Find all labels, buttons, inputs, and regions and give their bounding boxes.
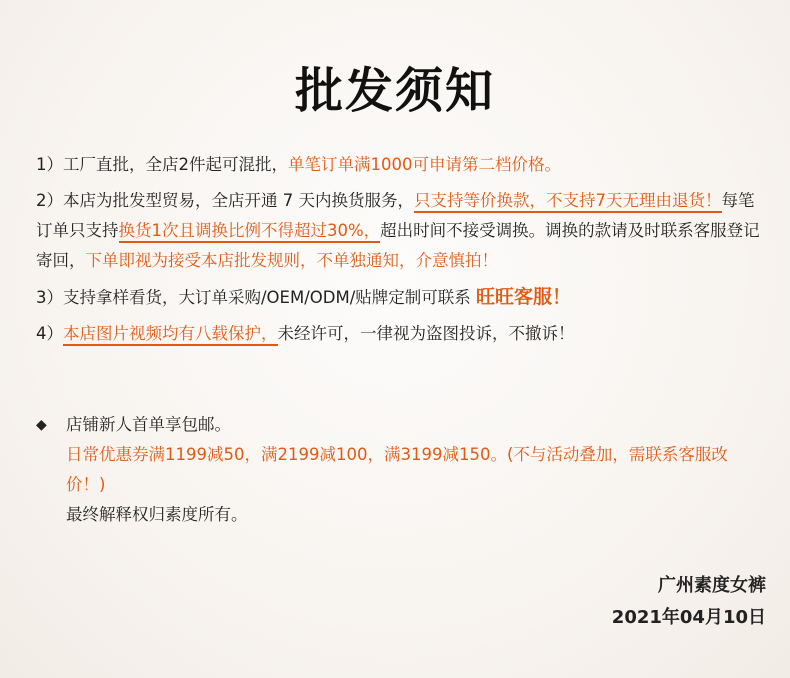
rule-2-text-b: 每笔订单只支持 <box>36 191 755 240</box>
sign-date: 2021年04月10日 <box>611 607 766 628</box>
rule-4-highlight: 本店图片视频均有八载保护， <box>63 324 278 346</box>
rule-3-highlight: 旺旺客服！ <box>476 286 572 308</box>
promo-line-2: 日常优惠券满1199减50，满2199减100，满3199减150。(不与活动叠加，需联系客服改价！) <box>66 445 728 494</box>
rule-2 <box>36 186 766 276</box>
diamond-bullet-icon: ◆ <box>36 417 47 433</box>
rule-4-text: 未经许可，一律视为盗图投诉，不撤诉！ <box>277 324 575 343</box>
rule-1-number: 1） <box>36 155 63 174</box>
promo-section <box>36 410 766 530</box>
rule-3-number: 3） <box>36 288 63 307</box>
rule-1 <box>36 150 766 180</box>
promo-line-3: 最终解释权归素度所有。 <box>66 505 248 524</box>
shop-name: 广州素度女裤 <box>658 575 766 596</box>
promo-line-1: 店铺新人首单享包邮。 <box>66 415 231 434</box>
rule-2-number: 2） <box>36 191 63 210</box>
rule-2-highlight-a: 只支持等价换款，不支持7天无理由退货！ <box>414 191 722 213</box>
rule-4-number: 4） <box>36 324 63 343</box>
rule-2-text-a: 本店为批发型贸易，全店开通 7 天内换货服务， <box>63 191 414 210</box>
rule-3-text: 支持拿样看货，大订单采购/OEM/ODM/贴牌定制可联系 <box>63 288 476 307</box>
rule-2-text-c: 超出时间不接受调换。调换的款请及时联系客服登记寄回， <box>36 221 760 270</box>
rule-3 <box>36 282 766 313</box>
rule-2-highlight-b: 换货1次且调换比例不得超过30%， <box>119 221 381 243</box>
rule-1-text: 工厂直批，全店2件起可混批， <box>63 155 288 174</box>
rule-4 <box>36 319 766 349</box>
rule-1-highlight: 单笔订单满1000可申请第二档价格。 <box>288 155 561 174</box>
page-title: 批发须知 <box>294 63 495 119</box>
signature <box>612 570 766 634</box>
rule-2-highlight-c: 下单即视为接受本店批发规则，不单独通知，介意慎拍！ <box>85 251 498 270</box>
rules-list <box>36 150 766 355</box>
